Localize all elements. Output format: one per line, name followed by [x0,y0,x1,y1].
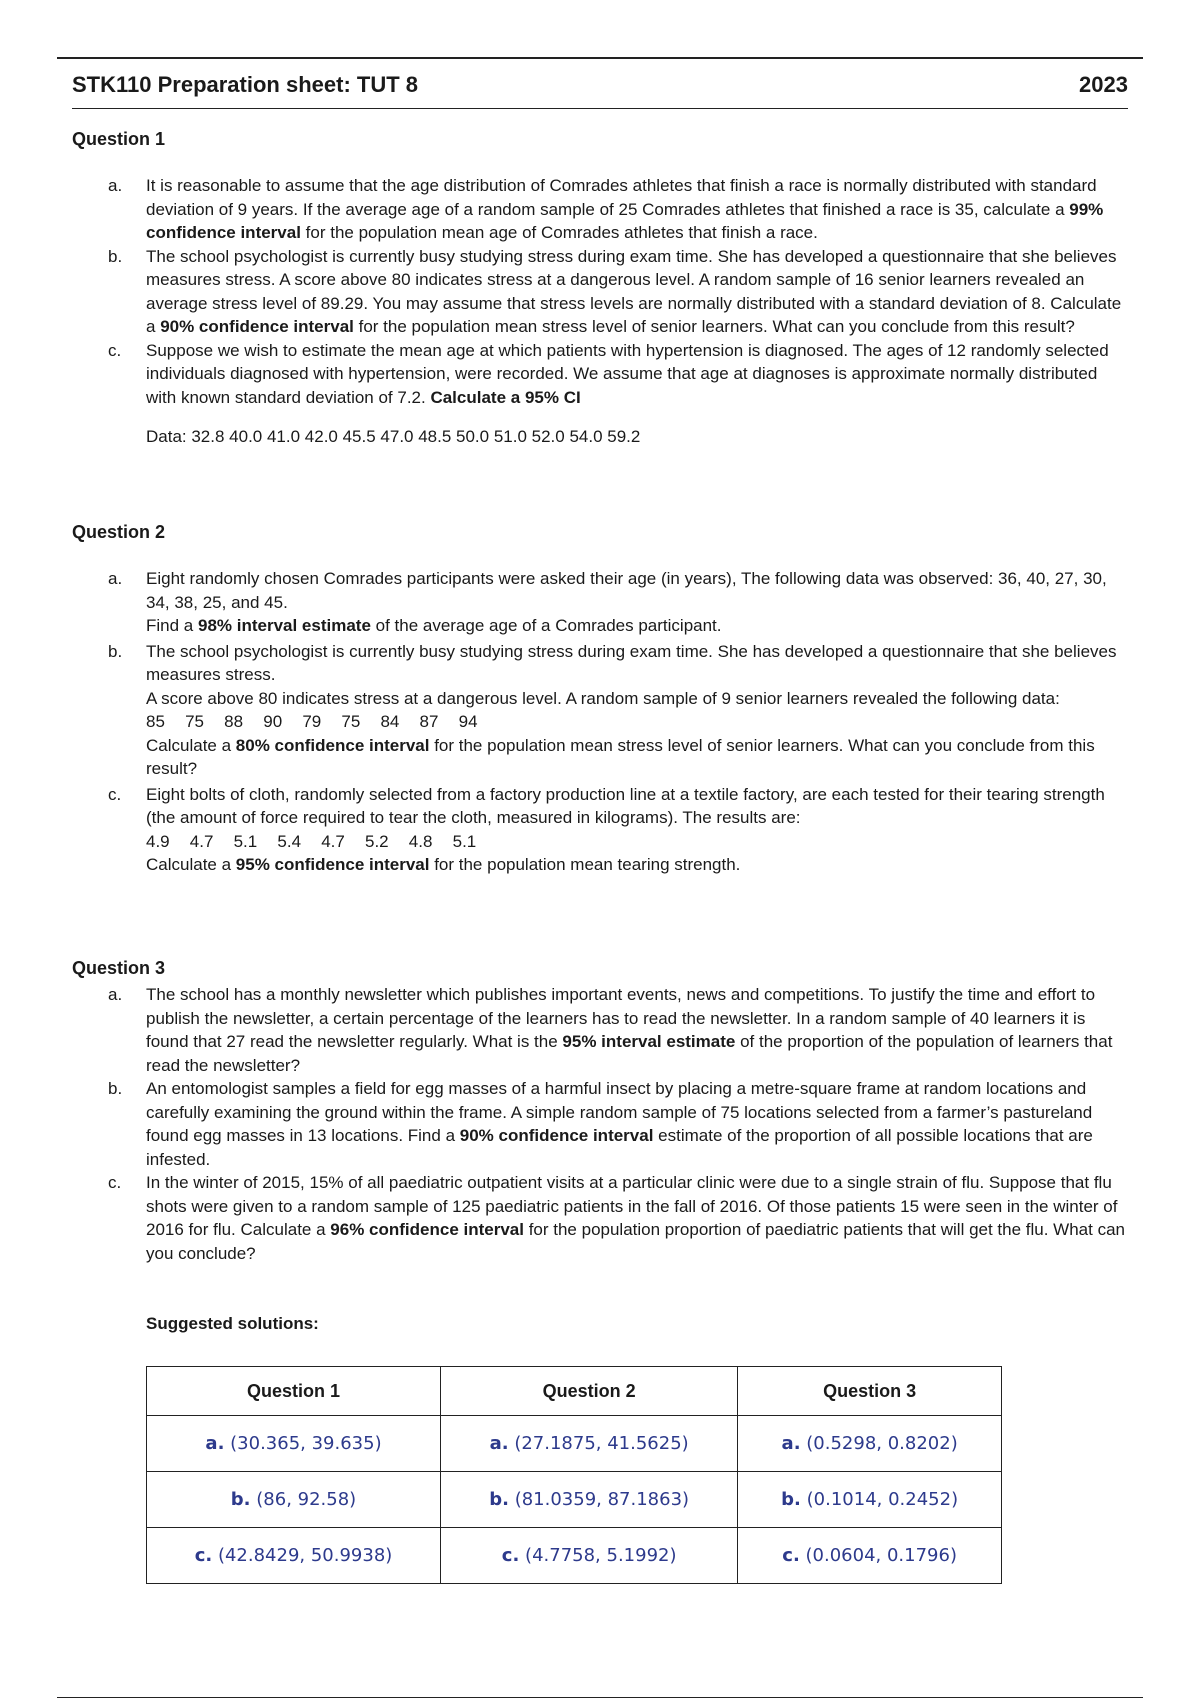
bottom-rule [57,1697,1143,1698]
table-row [147,1416,1002,1472]
solution-cell: c. (0.0604, 0.1796) [738,1528,1002,1584]
table-row [147,1528,1002,1584]
solutions-header: Question 3 [738,1367,1002,1416]
question-2b: b. The school psychologist is currently busy studying stress during exam time. She has developed a questionnaire that she believes measures stress. A score above 80 indicates stress at a dangerous level. A random sample of 9 senior learners revealed the following data: 85 75 88 90 79 75 84 87 94 Calculate a 80% confidence interval for the population mean stress level of senior learners. What can you conclude from this result? [72,640,1132,781]
question-2a: a. Eight randomly chosen Comrades participants were asked their age (in years), The following data was observed: 36, 40, 27, 30, 34, 38, 25, and 45. Find a 98% interval estimate of the average age of a Comrades participant. [108,569,1107,635]
header-rule [72,108,1128,109]
question-2-heading: Question 2 [72,522,166,542]
question-2c: c. Eight bolts of cloth, randomly selected from a factory production line at a textile factory, are each tested for their tearing strength (the amount of force required to tear the cloth, measured in kilograms). The results are: 4.9 4.7 5.1 5.4 4.7 5.2 4.8 5.1 Calculate a 95% confidence interval for the population mean tearing strength. [72,783,1132,877]
solutions-header: Question 2 [441,1367,738,1416]
solutions-table [146,1366,1002,1584]
question-2c-data: 4.9 4.7 5.1 5.4 4.7 5.2 4.8 5.1 [146,831,477,851]
question-1b: b. The school psychologist is currently busy studying stress during exam time. She has developed a questionnaire that she believes measures stress. A score above 80 indicates stress at a dangerous level. A random sample of 16 senior learners revealed an average stress level of 89.29. You may assume that stress levels are normally distributed with a standard deviation of 8. Calculate a 90% confidence interval for the population mean stress level of senior learners. What can you conclude from this result? [108,246,1122,336]
solution-cell: c. (42.8429, 50.9938) [147,1528,441,1584]
question-3a: a. The school has a monthly newsletter which publishes important events, news and competitions. To justify the time and effort to publish the newsletter, a certain percentage of the learners has to read the newsletter. In a random sample of 40 learners it is found that 27 read the newsletter regularly. What is the 95% interval estimate of the proportion of the population of learners that read the newsletter? [108,985,1113,1075]
question-1a: a. It is reasonable to assume that the age distribution of Comrades athletes that finish a race is normally distributed with standard deviation of 9 years. If the average age of a random sample of 25 Comrades athletes that finished a race is 35, calculate a 99% confidence interval for the population mean age of Comrades athletes that finish a race. [108,176,1104,242]
solution-cell: a. (27.1875, 41.5625) [441,1416,738,1472]
page-header [72,72,1128,98]
solutions-title: Suggested solutions: [146,1314,319,1333]
question-2b-data: 85 75 88 90 79 75 84 87 94 [146,712,478,731]
solution-cell: b. (86, 92.58) [147,1472,441,1528]
question-1c: c. Suppose we wish to estimate the mean age at which patients with hypertension is diagnosed. The ages of 12 randomly selected individuals diagnosed with hypertension, were recorded. We assume that age at diagnoses is approximate normally distributed with known standard deviation of 7.2. Calculate a 95% CI [108,340,1109,407]
question-3-list [72,983,1132,1265]
question-1-data: Data: 32.8 40.0 41.0 42.0 45.5 47.0 48.5 50.0 51.0 52.0 54.0 59.2 [146,427,641,446]
solution-cell: b. (81.0359, 87.1863) [441,1472,738,1528]
question-3-heading: Question 3 [72,958,166,978]
table-row [147,1472,1002,1528]
solution-cell: b. (0.1014, 0.2452) [738,1472,1002,1528]
question-1-heading: Question 1 [72,129,166,149]
solutions-header: Question 1 [147,1367,441,1416]
question-3c: c. In the winter of 2015, 15% of all paediatric outpatient visits at a particular clinic were due to a single strain of flu. Suppose that flu shots were given to a random sample of 125 paediatric patients in the fall of 2016. Of those patients 15 were seen in the winter of 2016 for flu. Calculate a 96% confidence interval for the population proportion of paediatric patients that will get the flu. What can you conclude? [108,1173,1125,1263]
question-3b: b. An entomologist samples a field for egg masses of a harmful insect by placing a metre-square frame at random locations and carefully examining the ground within the frame. A simple random sample of 75 locations selected from a farmer’s pastureland found egg masses in 13 locations. Find a 90% confidence interval estimate of the proportion of all possible locations that are infested. [108,1079,1093,1169]
question-2-list [72,567,1132,877]
solution-cell: a. (0.5298, 0.8202) [738,1416,1002,1472]
solution-cell: c. (4.7758, 5.1992) [441,1528,738,1584]
question-1-list [72,174,1132,449]
page-year: 2023 [1079,72,1128,97]
top-rule [57,57,1143,59]
page-title: STK110 Preparation sheet: TUT 8 [72,72,418,97]
solution-cell: a. (30.365, 39.635) [147,1416,441,1472]
